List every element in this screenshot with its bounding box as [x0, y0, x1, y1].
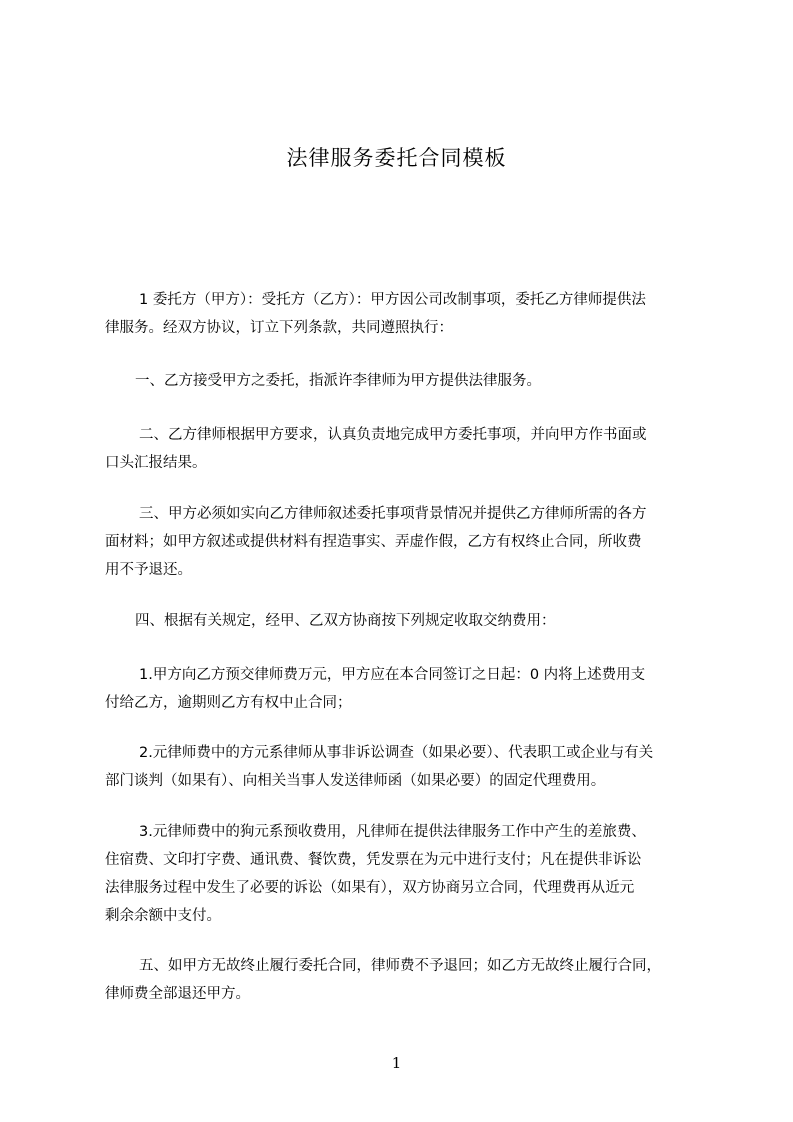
paragraph-line: 面材料；如甲方叙述或提供材料有捏造事实、弄虚作假，乙方有权终止合同，所收费 — [105, 534, 642, 550]
paragraph-line: 口头汇报结果。 — [105, 455, 207, 471]
paragraph-clause-3 — [105, 500, 700, 584]
paragraph-line: 律师费全部退还甲方。 — [105, 986, 250, 1002]
paragraph-item-1 — [105, 661, 700, 717]
paragraph-item-2 — [105, 739, 700, 795]
paragraph-line: 1.甲方向乙方预交律师费万元，甲方应在本合同签订之日起：0 内将上述费用支 — [139, 667, 646, 683]
paragraph-clause-2 — [105, 421, 700, 477]
paragraph-line: 三、甲方必须如实向乙方律师叙述委托事项背景情况并提供乙方律师所需的各方 — [139, 506, 647, 522]
paragraph-line: 二、乙方律师根据甲方要求，认真负责地完成甲方委托事项，并向甲方作书面或 — [139, 427, 647, 443]
document-title: 法律服务委托合同模板 — [286, 146, 507, 170]
paragraph-line: 四、根据有关规定，经甲、乙双方协商按下列规定收取交纳费用： — [135, 613, 556, 629]
paragraph-clause-1 — [105, 367, 700, 395]
paragraph-line: 剩余余额中支付。 — [105, 908, 221, 924]
paragraph-line: 付给乙方，逾期则乙方有权中止合同； — [105, 695, 352, 711]
paragraph-line: 一、乙方接受甲方之委托，指派许李律师为甲方提供法律服务。 — [135, 373, 541, 389]
page-number: 1 — [391, 1054, 402, 1072]
paragraph-clause-5 — [105, 952, 700, 1008]
paragraph-clause-4 — [105, 607, 700, 635]
paragraph-intro — [105, 286, 700, 342]
paragraph-line: 五、如甲方无故终止履行委托合同，律师费不予退回；如乙方无故终止履行合同， — [139, 958, 661, 974]
paragraph-line: 1 委托方（甲方）：受托方（乙方）：甲方因公司改制事项，委托乙方律师提供法 — [139, 292, 646, 308]
paragraph-line: 3.元律师费中的狗元系预收费用，凡律师在提供法律服务工作中产生的差旅费、 — [139, 824, 646, 840]
paragraph-item-3 — [105, 818, 700, 930]
paragraph-line: 用不予退还。 — [105, 562, 192, 578]
paragraph-line: 律服务。经双方协议，订立下列条款，共同遵照执行： — [105, 320, 453, 336]
paragraph-line: 住宿费、文印打字费、通讯费、餐饮费，凭发票在为元中进行支付；凡在提供非诉讼 — [105, 852, 642, 868]
paragraph-line: 法律服务过程中发生了必要的诉讼（如果有），双方协商另立合同，代理费再从近元 — [105, 880, 635, 896]
paragraph-line: 2.元律师费中的方元系律师从事非诉讼调查（如果必要）、代表职工或企业与有关 — [139, 745, 654, 761]
paragraph-line: 部门谈判（如果有）、向相关当事人发送律师函（如果必要）的固定代理费用。 — [105, 773, 606, 789]
